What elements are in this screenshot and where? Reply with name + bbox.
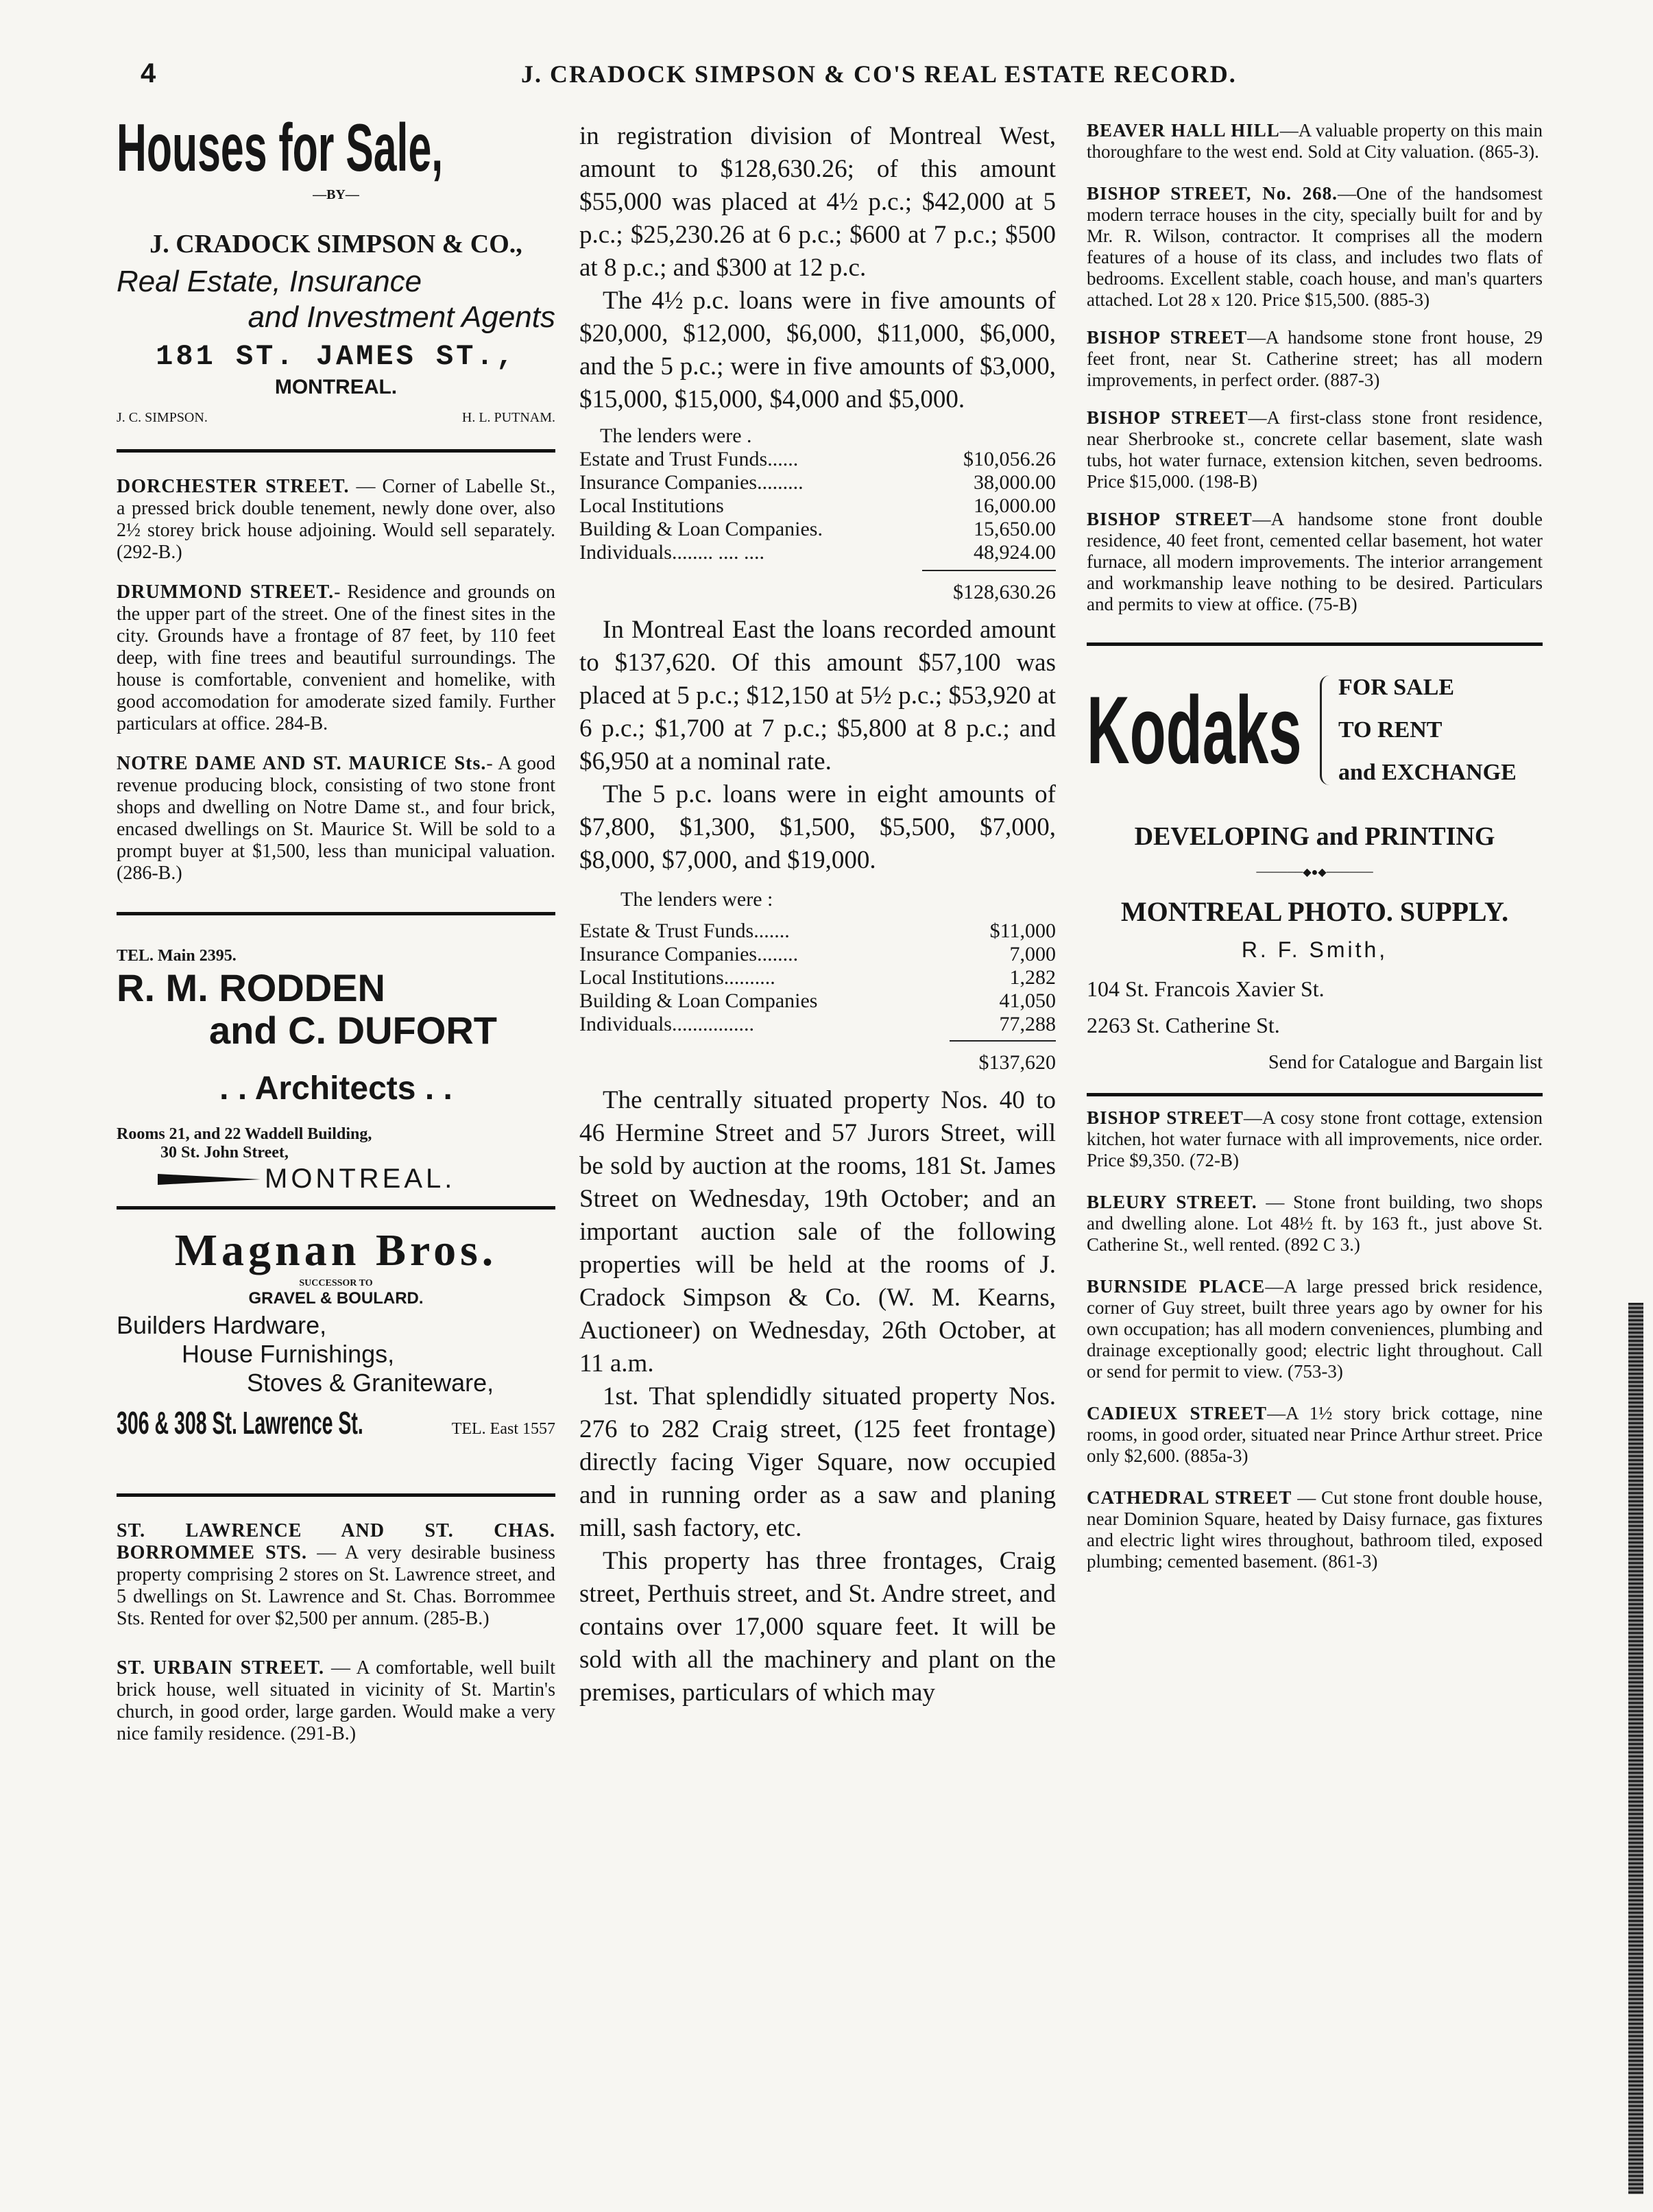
- scan-edge-mark: [1628, 1303, 1643, 2194]
- table-row: Estate and Trust Funds...... $10,056.26: [579, 448, 1056, 470]
- paragraph: The 4½ p.c. loans were in five amounts of $20,000, $12,000, $6,000, $11,000, $6,000, and the 5 p.c.; were in five amounts of $3,000, $15,000, $15,000, $4,000 and $5,000.: [579, 287, 1056, 413]
- magnan-line-1: Builders Hardware,: [117, 1311, 327, 1339]
- listing: NOTRE DAME AND ST. MAURICE Sts.- A good revenue producing block, consisting of two stone front shops and dwelling on Notre Dame st., and four brick, encased dwellings on St. Maurice St. Will be sold to a prompt buyer at $1,500, less than municipal valuation. (286-B.): [117, 753, 555, 884]
- table-row: Building & Loan Companies 41,050: [579, 989, 1056, 1012]
- architect-city: MONTREAL.: [265, 1164, 456, 1194]
- ad-architects: [117, 947, 555, 1194]
- divider: [1087, 642, 1543, 646]
- listing: BISHOP STREET—A handsome stone front house, 29 feet front, near St. Catherine street; has all modern improvements, in perfect order. (887-3): [1087, 327, 1543, 390]
- paragraph: The centrally situated property Nos. 40 to 46 Hermine Street and 57 Jurors Street, will be sold by auction at the rooms, 181 St. James Street on Wednesday, 19th October; and an important auction sale of the following properties will be held at the rooms of J. Cradock Simpson & Co. (W. M. Kearns, Auctioneer) on Wednesday, 26th October, at 11 a.m.: [579, 1086, 1056, 1378]
- kodaks-service: DEVELOPING and PRINTING: [1134, 822, 1495, 851]
- magnan-line-2: House Furnishings,: [182, 1340, 395, 1368]
- magnan-telephone: TEL. East 1557: [451, 1420, 555, 1438]
- listing: ST. URBAIN STREET. — A comfortable, well built brick house, well situated in vicinity of St. Martin's church, in good order, large garden. Would make a very nice family residence. (291-B.): [117, 1657, 555, 1744]
- lenders-label: The lenders were .: [600, 424, 752, 447]
- ornament-divider: ──────◆●◆──────: [1256, 867, 1373, 878]
- ad-tagline-1: Real Estate, Insurance: [117, 265, 422, 298]
- listing: BURNSIDE PLACE—A large pressed brick residence, corner of Guy street, built three years ago by owner for his own occupation; has all modern conveniences, plumbing and drainage exceptionally good; electric light throughout. Call or send for permit to view. (753-3): [1087, 1276, 1543, 1382]
- kodaks-company: MONTREAL PHOTO. SUPPLY.: [1120, 896, 1509, 927]
- listing: BEAVER HALL HILL—A valuable property on this main thoroughfare to the west end. Sold at City valuation. (865-3).: [1087, 120, 1543, 162]
- magnan-predecessor: GRAVEL & BOULARD.: [248, 1289, 424, 1308]
- divider: [117, 912, 555, 915]
- table-row: Local Institutions 16,000.00: [579, 494, 1056, 517]
- column-right: [1087, 113, 1543, 1572]
- kodaks-brace: [1320, 675, 1338, 785]
- architect-profession: . . Architects . .: [219, 1070, 453, 1107]
- magnan-address: 306 & 308 St. Lawrence St.: [117, 1405, 363, 1441]
- table-row: Individuals........ .... .... 48,924.00: [579, 541, 1056, 564]
- lenders-table-west: [579, 448, 1056, 564]
- lenders-label: The lenders were :: [620, 888, 773, 911]
- paragraph: This property has three frontages, Craig street, Perthuis street, and St. Andre street, and contains over 17,000 square feet. It will be sold with all the machinery and plant on the premises, particulars of which may: [579, 1547, 1056, 1707]
- table-total: $137,620: [978, 1051, 1056, 1074]
- ad-houses-for-sale: [117, 113, 555, 435]
- architect-address-2: 30 St. John Street,: [160, 1144, 289, 1162]
- pen-nib-icon: [158, 1174, 261, 1185]
- table-row: Local Institutions.......... 1,282: [579, 966, 1056, 989]
- table-row: Insurance Companies......... 38,000.00: [579, 471, 1056, 494]
- ad-city: MONTREAL.: [274, 376, 398, 398]
- kodaks-brand: Kodaks: [1087, 682, 1302, 778]
- listing: DRUMMOND STREET.- Residence and grounds on the upper part of the street. One of the finest sites in the city. Grounds have a frontage of 87 feet, by 110 feet deep, with fine trees and beautiful surroundings. The house is comfortable, convenient and homelike, with good accomodation for amoderate sized family. Further particulars at office. 284-B.: [117, 581, 555, 734]
- architect-name-1: R. M. RODDEN: [117, 966, 385, 1009]
- divider: [117, 449, 555, 453]
- architect-address-1: Rooms 21, and 22 Waddell Building,: [117, 1125, 372, 1143]
- listing: BISHOP STREET—A handsome stone front double residence, 40 feet front, cemented cellar basement, hot water furnace, all modern improvements. The interior arrangement and workmanship leave nothing to be desired. Particulars and permits to view at office. (75-B): [1087, 509, 1543, 614]
- magnan-address-row: [117, 1404, 555, 1441]
- ad-tagline-2: and Investment Agents: [248, 300, 555, 334]
- listing: BISHOP STREET—A first-class stone front residence, near Sherbrooke st., concrete cellar basement, slate wash tubs, hot water furnace, extension kitchen, seven bedrooms. Price $15,000. (198-B): [1087, 407, 1543, 492]
- listing: DORCHESTER STREET. — Corner of Labelle St., a pressed brick double tenement, newly done over, also 2½ storey brick house adjoining. Would sell separately. (292-B.): [117, 476, 556, 563]
- paragraph: In Montreal East the loans recorded amount to $137,620. Of this amount $57,100 was placed at 5 p.c.; $12,150 at 5½ p.c.; $53,920 at 6 p.c.; $1,700 at 7 p.c.; $5,800 at 8 p.c.; and $6,950 at a nominal rate.: [579, 616, 1056, 776]
- kodaks-owner: R. F. Smith,: [1241, 937, 1388, 962]
- listing: BLEURY STREET. — Stone front building, two shops and dwelling alone. Lot 48½ ft. by 163 ft., just above St. Catherine St., well rented. (892 C 3.): [1087, 1192, 1543, 1255]
- ad-firm-name: J. CRADOCK SIMPSON & CO.,: [149, 230, 522, 259]
- ad-headline: Houses for Sale,: [117, 113, 444, 182]
- listing: CATHEDRAL STREET — Cut stone front double house, near Dominion Square, heated by Daisy furnace, gas fixtures and electric light wires throughout, bathroom tiled, exposed plumbing; cemented basement. (861-3): [1087, 1487, 1543, 1572]
- paragraph: in registration division of Montreal West, amount to $128,630.26; of this amount $55,000 was placed at 4½ p.c.; $42,000 at 5 p.c.; $25,230.26 at 6 p.c.; $600 at 7 p.c.; $500 at 8 p.c.; and $300 at 12 p.c.: [579, 122, 1056, 282]
- kodaks-option: TO RENT: [1338, 717, 1443, 743]
- ad-kodaks: [1087, 666, 1543, 1078]
- kodaks-address-1: 104 St. Francois Xavier St.: [1087, 976, 1325, 1001]
- lenders-table-east: [579, 919, 1056, 1036]
- table-row: Building & Loan Companies. 15,650.00: [579, 518, 1056, 540]
- ad-by-line: —BY—: [313, 187, 359, 202]
- column-center: [579, 113, 1056, 1709]
- partner-right: H. L. PUTNAM.: [461, 410, 555, 425]
- kodaks-option: FOR SALE: [1338, 675, 1455, 700]
- listing: CADIEUX STREET—A 1½ story brick cottage, nine rooms, in good order, situated near Prince Arthur street. Price only $2,600. (885a-3): [1087, 1403, 1543, 1466]
- kodaks-note: Send for Catalogue and Bargain list: [1268, 1052, 1543, 1073]
- table-row: Estate & Trust Funds....... $11,000: [579, 919, 1056, 942]
- ad-magnan-bros: [117, 1226, 555, 1487]
- table-row: Individuals................ 77,288: [579, 1013, 1056, 1035]
- running-head: J. CRADOCK SIMPSON & CO'S REAL ESTATE RECORD.: [521, 60, 1237, 88]
- kodaks-options: [1338, 666, 1517, 794]
- table-row: Insurance Companies........ 7,000: [579, 943, 1056, 965]
- kodaks-row: [1087, 666, 1543, 794]
- kodaks-option: and EXCHANGE: [1338, 760, 1517, 785]
- divider: [1087, 1093, 1543, 1096]
- page-header: [41, 58, 1611, 106]
- divider: [117, 1493, 555, 1497]
- magnan-name: Magnan Bros.: [174, 1225, 498, 1275]
- column-left: [117, 113, 555, 1745]
- ad-telephone: TEL. Main 2395.: [117, 947, 237, 965]
- magnan-successor: SUCCESSOR TO: [299, 1278, 373, 1288]
- listing: BISHOP STREET, No. 268.—One of the handsomest modern terrace houses in the city, specially built for and by Mr. R. Wilson, contractor. It comprises all the modern features of a house of its class, and includes two flats of bedrooms. Excellent stable, coach house, and man's quarters attached. Lot 28 x 120. Price $15,500. (885-3): [1087, 183, 1543, 310]
- partner-left: J. C. SIMPSON.: [117, 410, 208, 425]
- total-rule: [922, 570, 1056, 571]
- listing: BISHOP STREET—A cosy stone front cottage, extension kitchen, hot water furnace with all improvements, nice order. Price $9,350. (72-B): [1087, 1107, 1543, 1170]
- architect-city-line: [117, 1164, 555, 1194]
- ad-partners: [117, 410, 555, 426]
- paragraph: The 5 p.c. loans were in eight amounts of $7,800, $1,300, $1,500, $5,500, $7,000, $8,000, $7,000, and $19,000.: [579, 780, 1056, 874]
- listing: ST. LAWRENCE AND ST. CHAS. BORROMMEE STS. — A very desirable business property comprising 2 stores on St. Lawrence street, and 5 dwellings on St. Lawrence and St. Chas. Borrommee Sts. Rented for over $2,500 per annum. (285-B.): [117, 1520, 556, 1629]
- table-total: $128,630.26: [953, 581, 1056, 603]
- kodaks-address-2: 2263 St. Catherine St.: [1087, 1013, 1280, 1037]
- ad-address: 181 ST. JAMES ST.,: [156, 340, 516, 373]
- paragraph: 1st. That splendidly situated property Nos. 276 to 282 Craig street, (125 feet frontage) directly facing Viger Square, now occupied and in running order as a saw and planing mill, sash factory, etc.: [579, 1382, 1056, 1542]
- magnan-line-3: Stoves & Graniteware,: [247, 1369, 494, 1397]
- page-number: 4: [141, 58, 156, 88]
- divider: [117, 1206, 555, 1210]
- architect-name-2: and C. DUFORT: [209, 1009, 497, 1052]
- total-rule: [950, 1040, 1056, 1042]
